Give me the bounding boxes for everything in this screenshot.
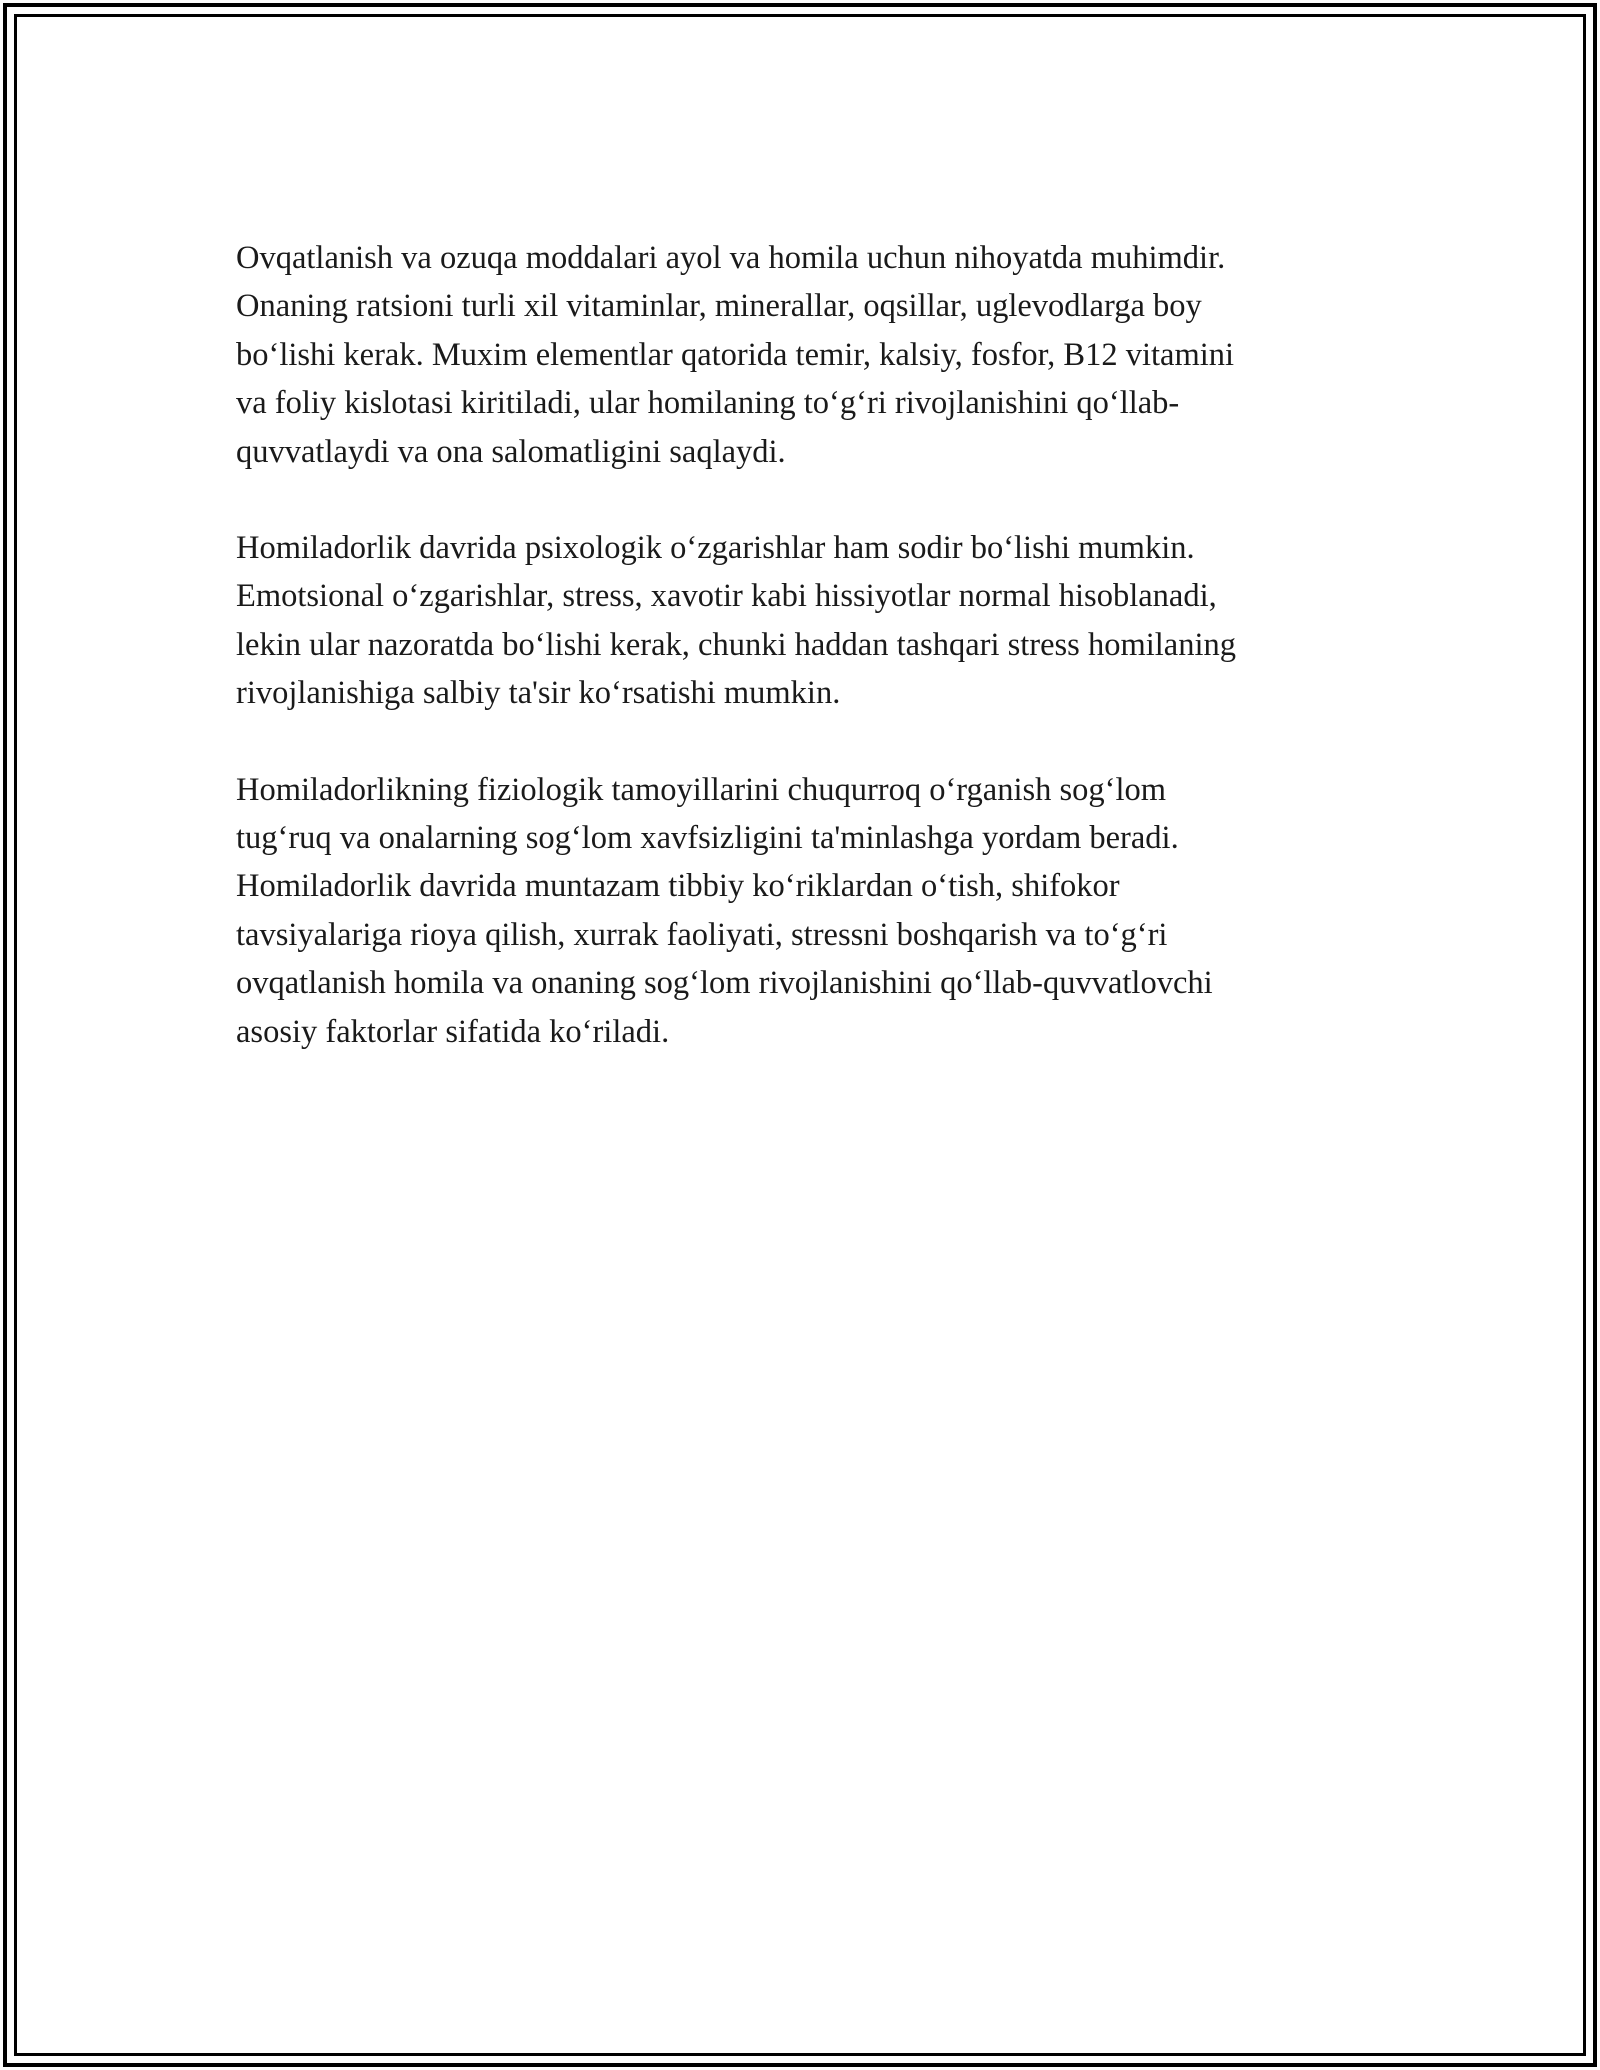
paragraph-nutrition: Ovqatlanish va ozuqa moddalari ayol va homila uchun nihoyatda muhimdir. Onaning ratsioni turli xil vitaminlar, minerallar, oqsillar, uglevodlarga boy bo‘lishi kerak. Muxim elementlar qatorida temir, kalsiy, fosfor, B12 vitamini va foliy kislotasi kiritiladi, ular homilaning to‘g‘ri rivojlanishini qo‘llab- quvvatlaydi va ona salomatligini saqlaydi. [236, 240, 1235, 470]
paragraph-psychological-changes: Homiladorlik davrida psixologik o‘zgarishlar ham sodir bo‘lishi mumkin. Emotsional o‘zgarishlar, stress, xavotir kabi hissiyotlar normal hisoblanadi, lekin ular nazoratda bo‘lishi kerak, chunki haddan tashqari stress homilaning rivojlanishiga salbiy ta'sir ko‘rsatishi mumkin. [236, 530, 1236, 712]
paragraph-physiological-principles: Homiladorlikning fiziologik tamoyillarini chuqurroq o‘rganish sog‘lom tug‘ruq va onalarning sog‘lom xavfsizligini ta'minlashga yordam beradi. Homiladorlik davrida muntazam tibbiy ko‘riklardan o‘tish, shifokor tavsiyalariga rioya qilish, xurrak faoliyati, stressni boshqarish va to‘g‘ri ovqatlanish homila va onaning sog‘lom rivojlanishini qo‘llab-quvvatlovchi asosiy faktorlar sifatida ko‘riladi. [236, 771, 1213, 1050]
document-body [236, 234, 1376, 1104]
